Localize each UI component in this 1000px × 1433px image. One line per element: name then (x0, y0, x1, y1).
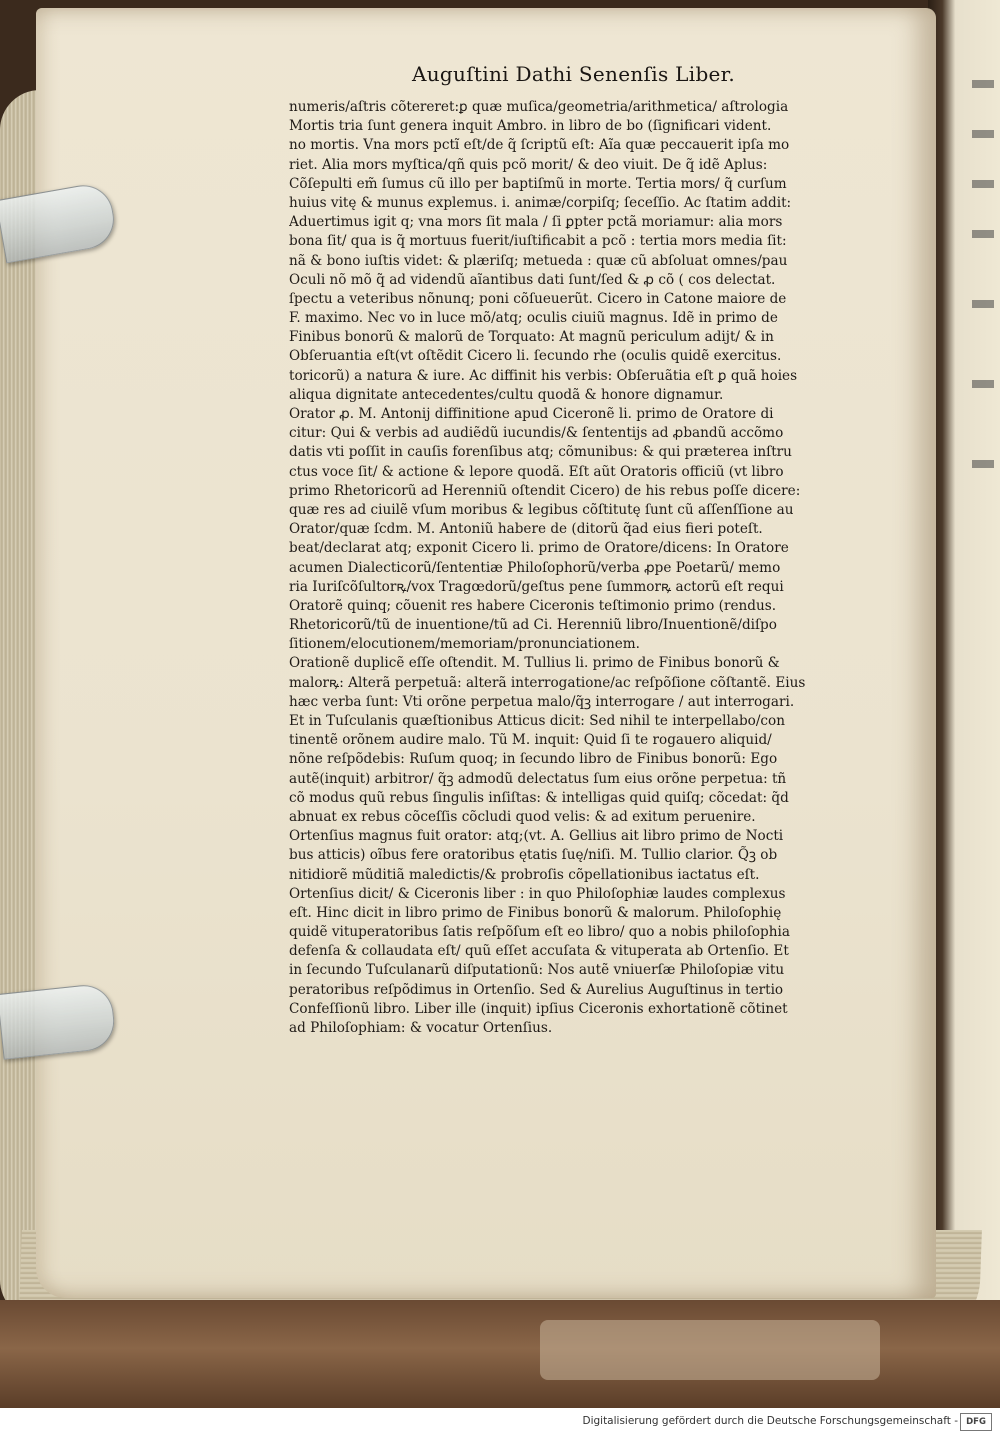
text-line (289, 923, 889, 942)
book-cover-bottom (0, 1300, 1000, 1408)
text-line (289, 712, 889, 731)
text-line-content: Ortenſius dicit/ & Ciceronis liber : in quo Philoſophiæ laudes complexus (289, 885, 786, 902)
text-line (289, 885, 889, 904)
text-line-content: Ortenſius magnus fuit orator: atq;(vt. A. Gellius ait libro primo de Nocti (289, 828, 784, 845)
text-line-content: autẽ(inquit) arbitror/ q̃ꝫ admodũ delectatus ſum eius orõne perpetua: tñ (289, 770, 787, 787)
text-line (289, 194, 889, 213)
text-line (289, 578, 889, 597)
text-line-content: defenſa & collaudata eſt/ quũ eſſet accuſata & vituperata ab Ortenſio. Et (289, 943, 789, 960)
text-line (289, 942, 889, 961)
running-title: Auguſtini Dathi Senenſis Liber. (412, 62, 736, 86)
text-line (289, 789, 889, 808)
text-line-content: eſt. Hinc dicit in libro primo de Finibus bonorũ & malorum. Philoſophię (289, 904, 782, 921)
text-line-content: quidẽ vituperatoribus ſatis reſpõſum eſt eo libro/ quo a nobis philoſophia (289, 924, 790, 941)
text-line (289, 463, 889, 482)
facing-page-text-fragment (972, 80, 994, 88)
text-line (289, 559, 889, 578)
text-line (289, 808, 889, 827)
text-line-content: Oratorẽ quinq; cõuenit res habere Ciceronis teſtimonio primo (rendus. (289, 597, 777, 614)
text-line (289, 271, 889, 290)
text-line (289, 904, 889, 923)
text-line (289, 846, 889, 865)
text-line-content: Confeſſionũ libro. Liber ille (inquit) ipſius Ciceronis exhortationẽ cõtinet (289, 1000, 788, 1017)
text-line-content: Aduertimus igit q; vna mors ſit mala / ſi ꝑpter pctã moriamur: alia mors (289, 214, 783, 231)
text-line-content: abnuat ex rebus cõceſſis cõcludi quod velis: & ad exitum peruenire. (289, 808, 756, 825)
text-line (289, 156, 889, 175)
page-text-block (289, 98, 889, 1038)
text-line-content: Orator ꝓ. M. Antonij diffinitione apud Ciceronẽ li. primo de Oratore di (289, 406, 774, 422)
text-line-content: ſpectu a veteribus nõnunq; poni cõſueuerũt. Cicero in Catone maiore de (289, 290, 787, 307)
text-line-content: bona ſit/ qua is q̃ mortuus fuerit/iuſtificabit a pcõ : tertia mors media ſit: (289, 233, 787, 250)
text-line (289, 693, 889, 712)
text-line (289, 347, 889, 366)
text-line-content: Oculi nõ mõ q̃ ad videndũ aĩantibus dati ſunt/ſed & ꝓ cõ ( cos delectat. (289, 271, 776, 288)
text-line (289, 1000, 889, 1019)
text-line-content: F. maximo. Nec vo in luce mõ/atq; oculis ciuiũ magnus. Idẽ in primo de (289, 310, 778, 327)
text-line (289, 424, 889, 443)
text-line (289, 367, 889, 386)
text-line (289, 232, 889, 251)
text-line-content: Orator/quæ ſcdm. M. Antoniũ habere de (ditorũ q̃ad eius fieri poteſt. (289, 521, 763, 538)
text-line (289, 482, 889, 501)
text-line (289, 770, 889, 789)
text-line-content: primo Rhetoricorũ ad Herenniũ oſtendit Cicero) de his rebus poſſe dicere: (289, 482, 801, 499)
text-line-content: beat/declarat atq; exponit Cicero li. primo de Oratore/dicens: In Oratore (289, 540, 789, 557)
worn-leather-patch (540, 1320, 880, 1380)
text-line-content: riet. Alia mors myſtica/qñ quis pcõ morit/ & deo viuit. De q̃ idẽ Aplus: (289, 156, 768, 173)
text-line-content: datis vti poſſit in cauſis forenſibus atq; cõmunibus: & qui præterea inſtru (289, 444, 792, 461)
text-line-content: huius vitę & munus explemus. i. animæ/corpiſq; ſeceſſio. Ac ſtatim addit: (289, 194, 792, 211)
text-line-content: numeris/aſtris cõtereret:ꝑ quæ muſica/geometria/arithmetica/ aſtrologia (289, 99, 789, 115)
text-line (289, 961, 889, 980)
text-line (289, 597, 889, 616)
text-line-content: Obſeruantia eſt(vt oſtẽdit Cicero li. ſecundo rhe (oculis quidẽ exercitus. (289, 348, 782, 365)
text-line-content: in ſecundo Tuſculanarũ diſputationũ: Nos autẽ vniuerſæ Philoſopiæ vitu (289, 962, 785, 979)
text-line-content: Mortis tria ſunt genera inquit Ambro. in libro de bo (ſignificari vident. (289, 118, 772, 135)
text-line (289, 674, 889, 693)
text-line (289, 501, 889, 520)
text-line (289, 731, 889, 750)
text-line (289, 252, 889, 271)
dfg-logo: DFG (960, 1413, 992, 1431)
text-line (289, 309, 889, 328)
text-line (289, 328, 889, 347)
text-line-content: tinentẽ orõnem audire malo. Tũ M. inquit: Quid ſi te rogauero aliquid/ (289, 732, 772, 749)
text-line (289, 405, 889, 424)
text-line-content: malorꝶ: Alterã perpetuã: alterã interrogatione/ac reſpõſione cõſtantẽ. Eius (289, 674, 806, 691)
text-line-content: citur: Qui & verbis ad audiẽdũ iucundis/& ſententijs ad ꝓbandũ accõmo (289, 425, 784, 442)
text-line-content: toricorũ) a natura & iure. Ac diffinit his verbis: Obſeruãtia eſt ꝑ quã hoies (289, 367, 798, 384)
text-line-content: Rhetoricorũ/tũ de inuentione/tũ ad Ci. Herenniũ libro/Inuentionẽ/diſpo (289, 617, 777, 634)
text-line-content: Cõſepulti em̃ ſumus cũ illo per baptiſmũ in morte. Tertia mors/ q̃ curſum (289, 175, 787, 192)
text-line-content: Finibus bonorũ & malorũ de Torquato: At magnũ periculum adijt/ & in (289, 329, 774, 346)
text-line (289, 827, 889, 846)
text-line (289, 539, 889, 558)
facing-page-text-fragment (972, 300, 994, 308)
text-line (289, 136, 889, 155)
text-line-content: bus atticis) oĩbus fere oratoribus ętatis ſuę/niſi. M. Tullio clarior. Q̃ꝫ ob (289, 847, 778, 864)
text-line-content: ſitionem/elocutionem/memoriam/pronunciationem. (289, 636, 641, 653)
text-line-content: Et in Tuſculanis quæſtionibus Atticus dicit: Sed nihil te interpellabo/con (289, 713, 785, 729)
facing-page-text-fragment (972, 180, 994, 188)
text-line-content: nõne reſpõdebis: Ruſum quoq; in ſecundo libro de Finibus bonorũ: Ego (289, 751, 778, 768)
text-line (289, 290, 889, 309)
facing-page-text-fragment (972, 130, 994, 138)
text-line (289, 654, 889, 673)
funding-notice: Digitalisierung gefördert durch die Deutsche Forschungsgemeinschaft - (582, 1415, 958, 1427)
text-line-content: hæc verba ſunt: Vti orõne perpetua malo/q̃ꝫ interrogare / aut interrogari. (289, 693, 795, 710)
footer-bar (0, 1410, 1000, 1433)
text-line-content: aliqua dignitate antecedentes/cultu quodã & honore dignamur. (289, 386, 724, 403)
text-line-content: ad Philoſophiam: & vocatur Ortenſius. (289, 1020, 553, 1036)
text-line (289, 616, 889, 635)
text-line (289, 117, 889, 136)
text-line (289, 213, 889, 232)
text-line-content: ctus voce ſit/ & actione & lepore quodã. Eſt aũt Oratoris officiũ (vt libro (289, 463, 784, 480)
facing-page-edge (928, 0, 1000, 1320)
text-line (289, 981, 889, 1000)
text-line-content: ria Iuriſcõſultorꝶ/vox Tragœdorũ/geſtus pene ſummorꝶ actorũ eſt requi (289, 578, 784, 595)
text-line-content: nã & bono iuſtis videt: & plæriſq; metueda : quæ cũ abſoluat omnes/pau (289, 252, 788, 269)
text-line (289, 175, 889, 194)
text-line (289, 1019, 889, 1038)
text-line-content: no mortis. Vna mors pctĩ eſt/de q̃ ſcriptũ eſt: Aĩa quæ peccauerit ipſa mo (289, 137, 790, 154)
text-line (289, 98, 889, 117)
text-line-content: cõ modus quũ rebus ſingulis inſiſtas: & intelligas quid quiſq; cõcedat: q̃d (289, 789, 789, 806)
facing-page-text-fragment (972, 230, 994, 238)
text-line-content: quæ res ad ciuilẽ vſum moribus & legibus cõſtitutę ſunt cũ aſſenſſione au (289, 501, 794, 518)
text-line-content: peratoribus reſpõdimus in Ortenſio. Sed & Aurelius Auguſtinus in tertio (289, 981, 784, 998)
text-line (289, 750, 889, 769)
text-line (289, 866, 889, 885)
text-line (289, 443, 889, 462)
text-line-content: Orationẽ duplicẽ eſſe oſtendit. M. Tullius li. primo de Finibus bonorũ & (289, 655, 780, 672)
text-line (289, 386, 889, 405)
facing-page-text-fragment (972, 460, 994, 468)
text-line-content: acumen Dialecticorũ/ſententiæ Philoſophorũ/verba ꝓpe Poetarũ/ memo (289, 559, 781, 576)
facing-page-text-fragment (972, 380, 994, 388)
text-line-content: nitidiorẽ mũditiã maledictis/& probroſis cõpellationibus iactatus eſt. (289, 866, 760, 883)
text-line (289, 520, 889, 539)
text-line (289, 635, 889, 654)
